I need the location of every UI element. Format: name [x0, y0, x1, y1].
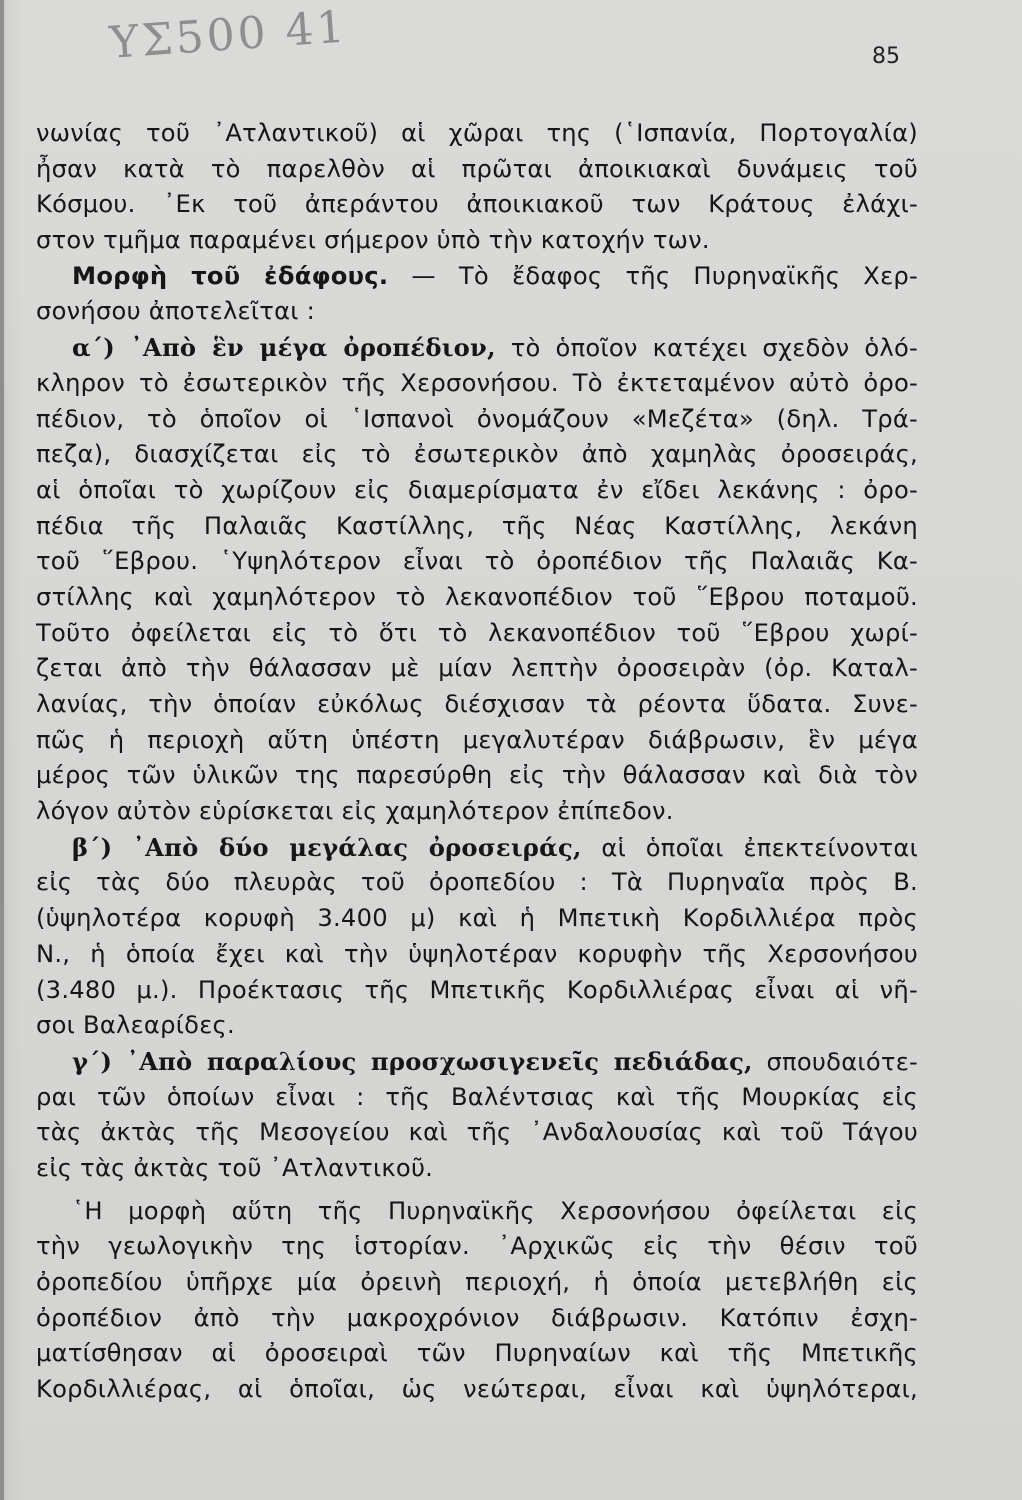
- text-line-29: τὰς ἀκτὰς τῆς Μεσογείου καὶ τῆς ᾿Ανδαλουσίας καὶ τοῦ Τάγου: [36, 1118, 918, 1147]
- item-b-text: αἱ ὁποῖαι ἐπεκτείνονται: [581, 833, 918, 862]
- text-line-14: στίλλης καὶ χαμηλότερον τὸ λεκανοπέδιον τοῦ ῞Εβρου ποταμοῦ.: [36, 582, 918, 611]
- text-line-28: ραι τῶν ὁποίων εἶναι : τῆς Βαλέντσιας καὶ τῆς Μουρκίας εἰς: [36, 1082, 918, 1111]
- item-a-heading: α΄) ᾿Απὸ ἓν μέγα ὀροπέδιον,: [72, 333, 496, 363]
- text-line-3: Κόσμου. ᾿Εκ τοῦ ἀπεράντου ἀποικιακοῦ των Κράτους ἐλάχι-: [36, 190, 918, 219]
- section-morphology-heading-line: [36, 259, 918, 295]
- text-line-32: τὴν γεωλογικὴν της ἱστορίαν. ᾿Αρχικῶς εἰς τὴν θέσιν τοῦ: [36, 1232, 918, 1261]
- section-heading-morphology-text: — Τὸ ἔδαφος τῆς Πυρηναϊκῆς Χερ-: [388, 261, 918, 290]
- page-left-edge: [0, 0, 4, 1500]
- section-heading-morphology: Μορφὴ τοῦ ἐδάφους.: [72, 261, 389, 290]
- item-c-heading: γ΄) ᾿Απὸ παραλίους προσχωσιγενεῖς πεδιάδας,: [72, 1046, 753, 1076]
- text-line-31: ῾Η μορφὴ αὕτη τῆς Πυρηναϊκῆς Χερσονήσου ὀφείλεται εἰς: [72, 1196, 918, 1225]
- text-line-24: Ν., ἡ ὁποία ἔχει καὶ τὴν ὑψηλοτέραν κορυφὴν τῆς Χερσονήσου: [36, 939, 918, 968]
- text-line-12: πέδια τῆς Παλαιᾶς Καστίλλης, τῆς Νέας Καστίλλης, λεκάνη: [36, 511, 918, 540]
- text-line-16: ζεται ἀπὸ τὴν θάλασσαν μὲ μίαν λεπτὴν ὀροσειρὰν (ὀρ. Καταλ-: [36, 654, 918, 683]
- text-line-17: λανίας, τὴν ὁποίαν εὐκόλως διέσχισαν τὰ ρέοντα ὕδατα. Συνε-: [36, 690, 918, 718]
- item-b-heading-line: [36, 830, 918, 866]
- text-line-2: ἦσαν κατὰ τὸ παρελθὸν αἱ πρῶται ἀποικιακαὶ δυνάμεις τοῦ: [36, 154, 918, 183]
- item-a-text: τὸ ὁποῖον κατέχει σχεδὸν ὁλό-: [495, 334, 918, 363]
- handwritten-note: ΥΣ500 41: [108, 1, 350, 69]
- text-line-8: κληρον τὸ ἐσωτερικὸν τῆς Χερσονήσου. Τὸ ἐκτεταμένον αὐτὸ ὀρο-: [36, 368, 918, 397]
- item-b-heading: β΄) ᾿Απὸ δύο μεγάλας ὀροσειράς,: [72, 832, 582, 862]
- text-line-4: στον τμῆμα παραμένει σήμερον ὑπὸ τὴν κατοχήν των.: [36, 226, 710, 255]
- text-line-23: (ὑψηλοτέρα κορυφὴ 3.400 μ) καὶ ἡ Μπετικὴ Κορδιλλιέρα πρὸς: [36, 904, 918, 933]
- text-line-18: πῶς ἡ περιοχὴ αὕτη ὑπέστη μεγαλυτέραν διάβρωσιν, ἓν μέγα: [36, 725, 918, 754]
- text-line-15: Τοῦτο ὀφείλεται εἰς τὸ ὅτι τὸ λεκανοπέδιον τοῦ ῞Εβρου χωρί-: [36, 618, 918, 647]
- item-c-text: σπουδαιότε-: [752, 1047, 918, 1076]
- text-line-20: λόγον αὐτὸν εὑρίσκεται εἰς χαμηλότερον ἐπίπεδον.: [36, 797, 674, 826]
- text-line-13: τοῦ ῞Εβρου. ῾Υψηλότερον εἶναι τὸ ὀροπέδιον τῆς Παλαιᾶς Κα-: [36, 547, 918, 576]
- text-line-9: πέδιον, τὸ ὁποῖον οἱ ῾Ισπανοὶ ὀνομάζουν «Μεζέτα» (δηλ. Τρά-: [36, 404, 918, 433]
- text-line-1: νωνίας τοῦ ᾿Ατλαντικοῦ) αἱ χῶραι της (῾Ισπανία, Πορτογαλία): [36, 119, 918, 147]
- text-line-22: εἰς τὰς δύο πλευρὰς τοῦ ὀροπεδίου : Τὰ Πυρηναῖα πρὸς Β.: [36, 868, 918, 897]
- item-c-heading-line: [36, 1044, 918, 1080]
- text-line-33: ὀροπεδίου ὑπῆρχε μία ὀρεινὴ περιοχή, ἡ ὁποία μετεβλήθη εἰς: [36, 1268, 918, 1296]
- text-line-25: (3.480 μ.). Προέκτασις τῆς Μπετικῆς Κορδιλλιέρας εἶναι αἱ νῆ-: [36, 975, 918, 1004]
- text-line-36: Κορδιλλιέρας, αἱ ὁποῖαι, ὡς νεώτεραι, εἶναι καὶ ὑψηλότεραι,: [36, 1375, 918, 1404]
- page-number: 85: [872, 44, 900, 69]
- text-line-6: σονήσου ἀποτελεῖται :: [36, 297, 316, 326]
- text-line-11: αἱ ὁποῖαι τὸ χωρίζουν εἰς διαμερίσματα ἐν εἴδει λεκάνης : ὀρο-: [36, 475, 918, 504]
- paragraph-spacer: [36, 1187, 918, 1194]
- text-line-34: ὀροπέδιον ἀπὸ τὴν μακροχρόνιον διάβρωσιν. Κατόπιν ἐσχη-: [36, 1303, 918, 1332]
- text-line-30: εἰς τὰς ἀκτὰς τοῦ ᾿Ατλαντικοῦ.: [36, 1153, 434, 1182]
- text-line-10: πεζα), διασχίζεται εἰς τὸ ἐσωτερικὸν ἀπὸ χαμηλὰς ὀροσειράς,: [36, 440, 918, 469]
- text-line-35: ματίσθησαν αἱ ὀροσειραὶ τῶν Πυρηναίων καὶ τῆς Μπετικῆς: [36, 1339, 918, 1368]
- item-a-heading-line: [36, 330, 918, 366]
- body-text: [36, 116, 918, 1408]
- text-line-19: μέρος τῶν ὑλικῶν της παρεσύρθη εἰς τὴν θάλασσαν καὶ διὰ τὸν: [36, 761, 918, 790]
- text-line-26: σοι Βαλεαρίδες.: [36, 1011, 235, 1040]
